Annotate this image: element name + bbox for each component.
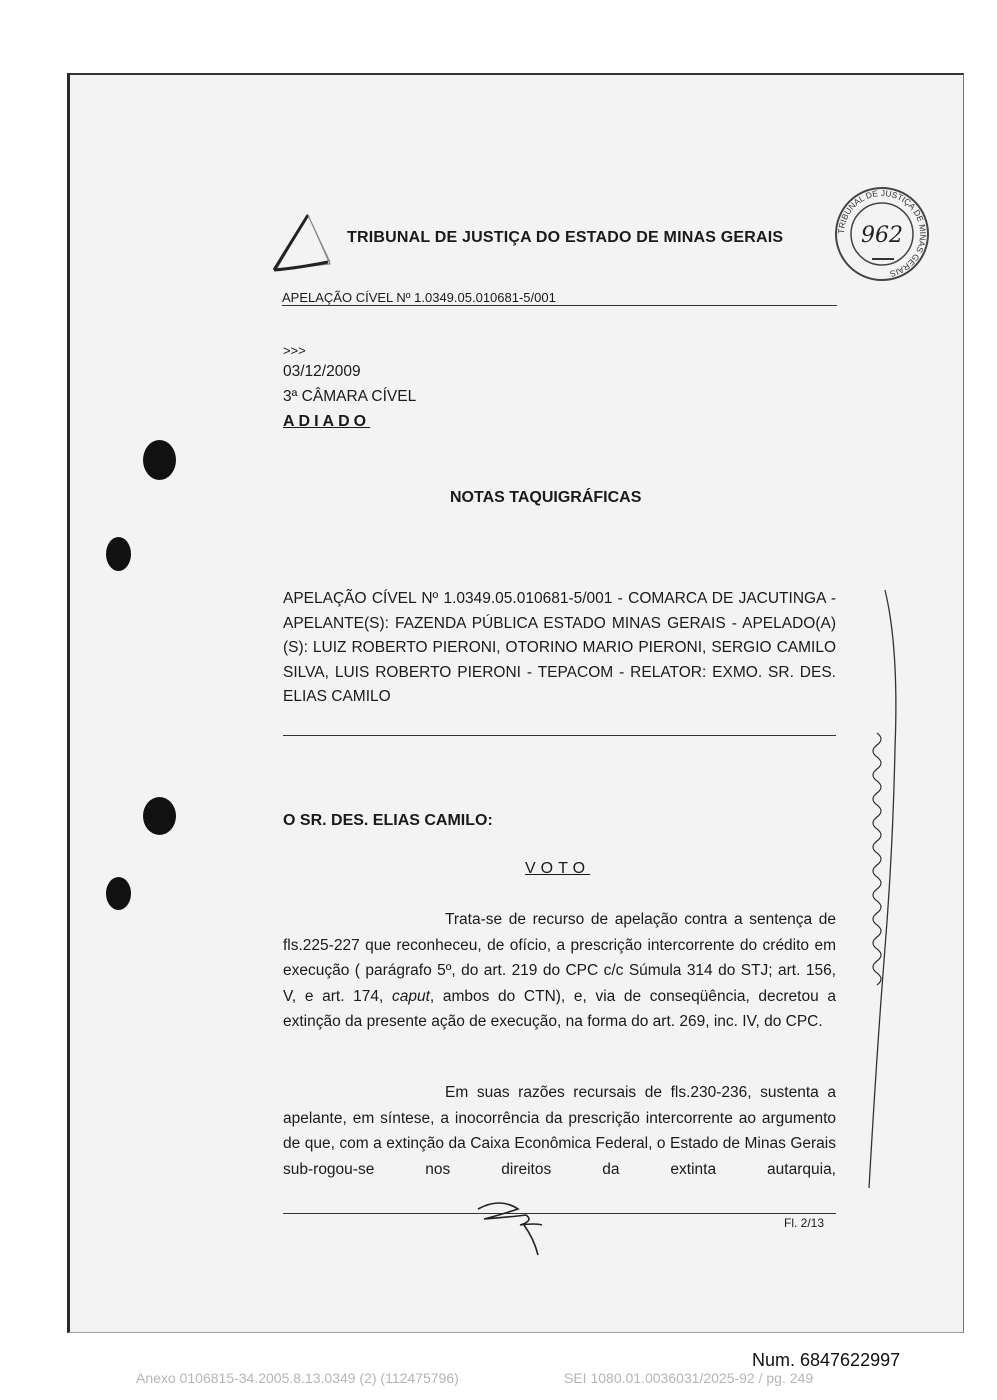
- annex-reference: Anexo 0106815-34.2005.8.13.0349 (2) (112475796): [136, 1370, 459, 1386]
- speaker-heading: O SR. DES. ELIAS CAMILO:: [283, 812, 493, 829]
- footer-rule: [283, 1213, 836, 1214]
- document-number: Num. 6847622997: [752, 1350, 901, 1370]
- appeal-reference: APELAÇÃO CÍVEL Nº 1.0349.05.010681-5/001: [282, 290, 556, 305]
- punch-hole: [106, 877, 131, 910]
- chamber-name: 3ª CÂMARA CÍVEL: [283, 388, 417, 405]
- margin-handwriting-mark: [855, 588, 915, 1198]
- punch-hole: [143, 797, 176, 835]
- seal-stamp-icon: [832, 184, 932, 284]
- session-marker: >>>: [283, 343, 306, 358]
- svg-text:TRIBUNAL DE JUSTIÇA DE MINAS G: TRIBUNAL DE JUSTIÇA DE MINAS GERAIS: [835, 187, 929, 280]
- vote-paragraph-2: Em suas razões recursais de fls.230-236, sustenta a apelante, em síntese, a inocorrência da prescrição intercorrente ao argumento de que, com a extinção da Caixa Econômica Federal, o Estado de Minas Gerais sub-rogou-se nos direitos da extinta autarquia,: [283, 1084, 836, 1178]
- case-parties: APELAÇÃO CÍVEL Nº 1.0349.05.010681-5/001 - COMARCA DE JACUTINGA - APELANTE(S): FAZENDA PÚBLICA ESTADO MINAS GERAIS - APELADO(A)(S): LUIZ ROBERTO PIERONI, OTORINO MARIO PIERONI, SERGIO CAMILO SILVA, LUIS ROBERTO PIERONI - TEPACOM - RELATOR: EXMO. SR. DES. ELIAS CAMILO: [283, 590, 836, 705]
- punch-hole: [106, 537, 131, 571]
- court-name: TRIBUNAL DE JUSTIÇA DO ESTADO DE MINAS GERAIS: [347, 229, 784, 246]
- header-rule: [282, 305, 837, 306]
- vote-paragraph-1: Trata-se de recurso de apelação contra a sentença de fls.225-227 que reconheceu, de ofício, a prescrição intercorrente do crédito em execução ( parágrafo 5º, do art. 219 do CPC c/c Súmula 314 do STJ; art. 156, V, e art. 174, caput, ambos do CTN), e, via de conseqüência, decretou a extinção da presente ação de execução, na forma do art. 269, inc. IV, do CPC.: [283, 911, 836, 1030]
- session-date: 03/12/2009: [283, 363, 361, 380]
- vote-heading: VOTO: [525, 860, 591, 877]
- signature-mark: [470, 1195, 550, 1260]
- page-folio: Fl. 2/13: [784, 1216, 825, 1230]
- svg-text:962: 962: [861, 223, 903, 248]
- parties-rule: [283, 735, 836, 736]
- sei-reference: SEI 1080.01.0036031/2025-92 / pg. 249: [564, 1370, 814, 1386]
- punch-hole: [143, 440, 176, 480]
- court-logo-icon: [268, 212, 338, 274]
- status-adiado: ADIADO: [283, 413, 371, 430]
- annex-footer: [136, 1370, 814, 1386]
